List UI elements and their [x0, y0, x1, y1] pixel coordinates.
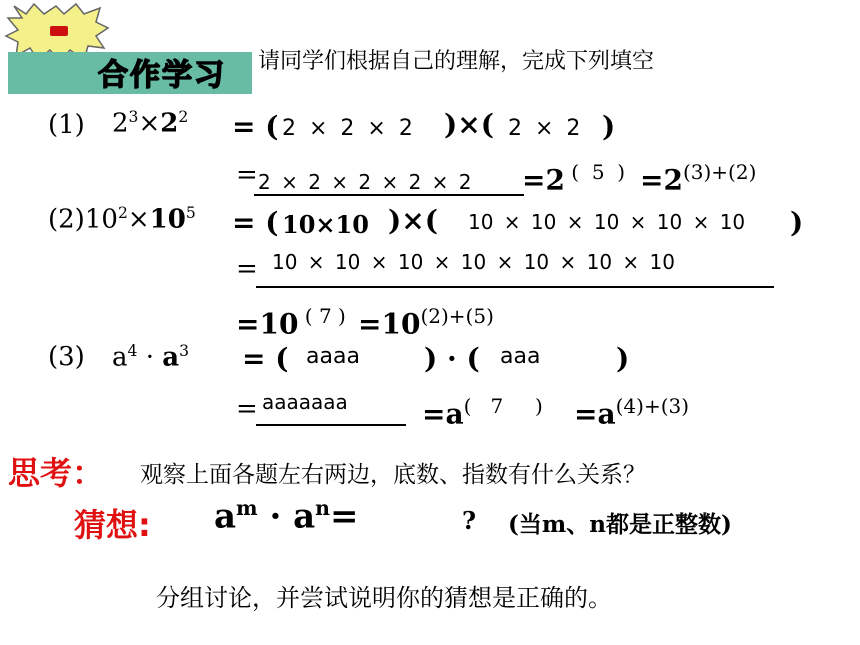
problem-3-row2-result-1: $=a^{( 7 )}$ — [422, 394, 543, 431]
problem-2-fill-2: 10 × 10 × 10 × 10 × 10 — [468, 210, 746, 234]
problem-3-row2-equals: = — [236, 394, 258, 424]
problem-3-fill-2: aaa — [500, 344, 541, 369]
problem-1-expression: $2^3\times 2^2$ — [112, 108, 189, 139]
problem-2-equals: = ( — [232, 206, 279, 239]
problem-2-row2-underline — [256, 286, 774, 288]
problem-1-label: (1) — [48, 110, 85, 140]
problem-1-row2-equals: = — [236, 160, 258, 190]
problem-1-row2-result-1: =2 $^{( 5 )}$ — [522, 160, 626, 197]
guess-expression: $a^m \cdot a^n=$ — [214, 496, 359, 537]
problem-3-close-dot: ) · ( — [424, 342, 480, 375]
problem-1-fill-2: 2 × 2 — [508, 116, 581, 141]
problem-2-close: ) — [790, 206, 804, 239]
think-text: 观察上面各题左右两边，底数、指数有什么关系？ — [140, 462, 646, 488]
problem-1-equals: = ( — [232, 110, 279, 143]
problem-1-row2-result-2: $=2^{(3)+(2)}$ — [640, 160, 757, 197]
problem-2-fill-1: 10×10 — [282, 210, 369, 239]
section-title: 合作学习 — [98, 58, 226, 93]
instruction-text: 请同学们根据自己的理解，完成下列填空 — [258, 49, 655, 74]
problem-2-row2-equals: = — [236, 254, 258, 284]
problem-3-label: (3) — [48, 342, 85, 372]
problem-1-fill-1: 2 × 2 × 2 — [282, 116, 413, 141]
problem-3-row2-fill: aaaaaaa — [262, 390, 348, 414]
problem-3-fill-1: aaaa — [306, 344, 360, 369]
problem-2-label: $(2)10^2\times 10^5$ — [48, 204, 196, 235]
think-label: 思考： — [8, 454, 105, 492]
problem-3-row2-underline — [256, 424, 406, 426]
problem-3-close: ) — [616, 342, 630, 375]
problem-2-row3-result-1: =10 $^{( 7 )}$ — [236, 304, 346, 341]
problem-2-row2-fill: 10 × 10 × 10 × 10 × 10 × 10 × 10 — [272, 250, 675, 274]
problem-1-row2-underline — [254, 194, 524, 196]
guess-note: (当m、n都是正整数) — [508, 511, 732, 538]
problem-3-equals: = ( — [242, 342, 289, 375]
footer-text: 分组讨论，并尝试说明你的猜想是正确的。 — [156, 584, 612, 612]
problem-3-expression: $a^4 \cdot a^3$ — [112, 342, 190, 373]
guess-label: 猜想: — [74, 506, 151, 544]
problem-1-close-times: )×( — [444, 108, 494, 141]
problem-2-close-times: )×( — [388, 204, 438, 237]
problem-1-close: ) — [602, 110, 616, 143]
problem-1-row2-fill: 2 × 2 × 2 × 2 × 2 — [258, 170, 472, 194]
guess-question-mark: ? — [462, 506, 477, 535]
problem-3-row2-result-2: $=a^{(4)+(3)}$ — [574, 394, 690, 431]
problem-2-row3-result-2: $=10^{(2)+(5)}$ — [358, 304, 494, 341]
